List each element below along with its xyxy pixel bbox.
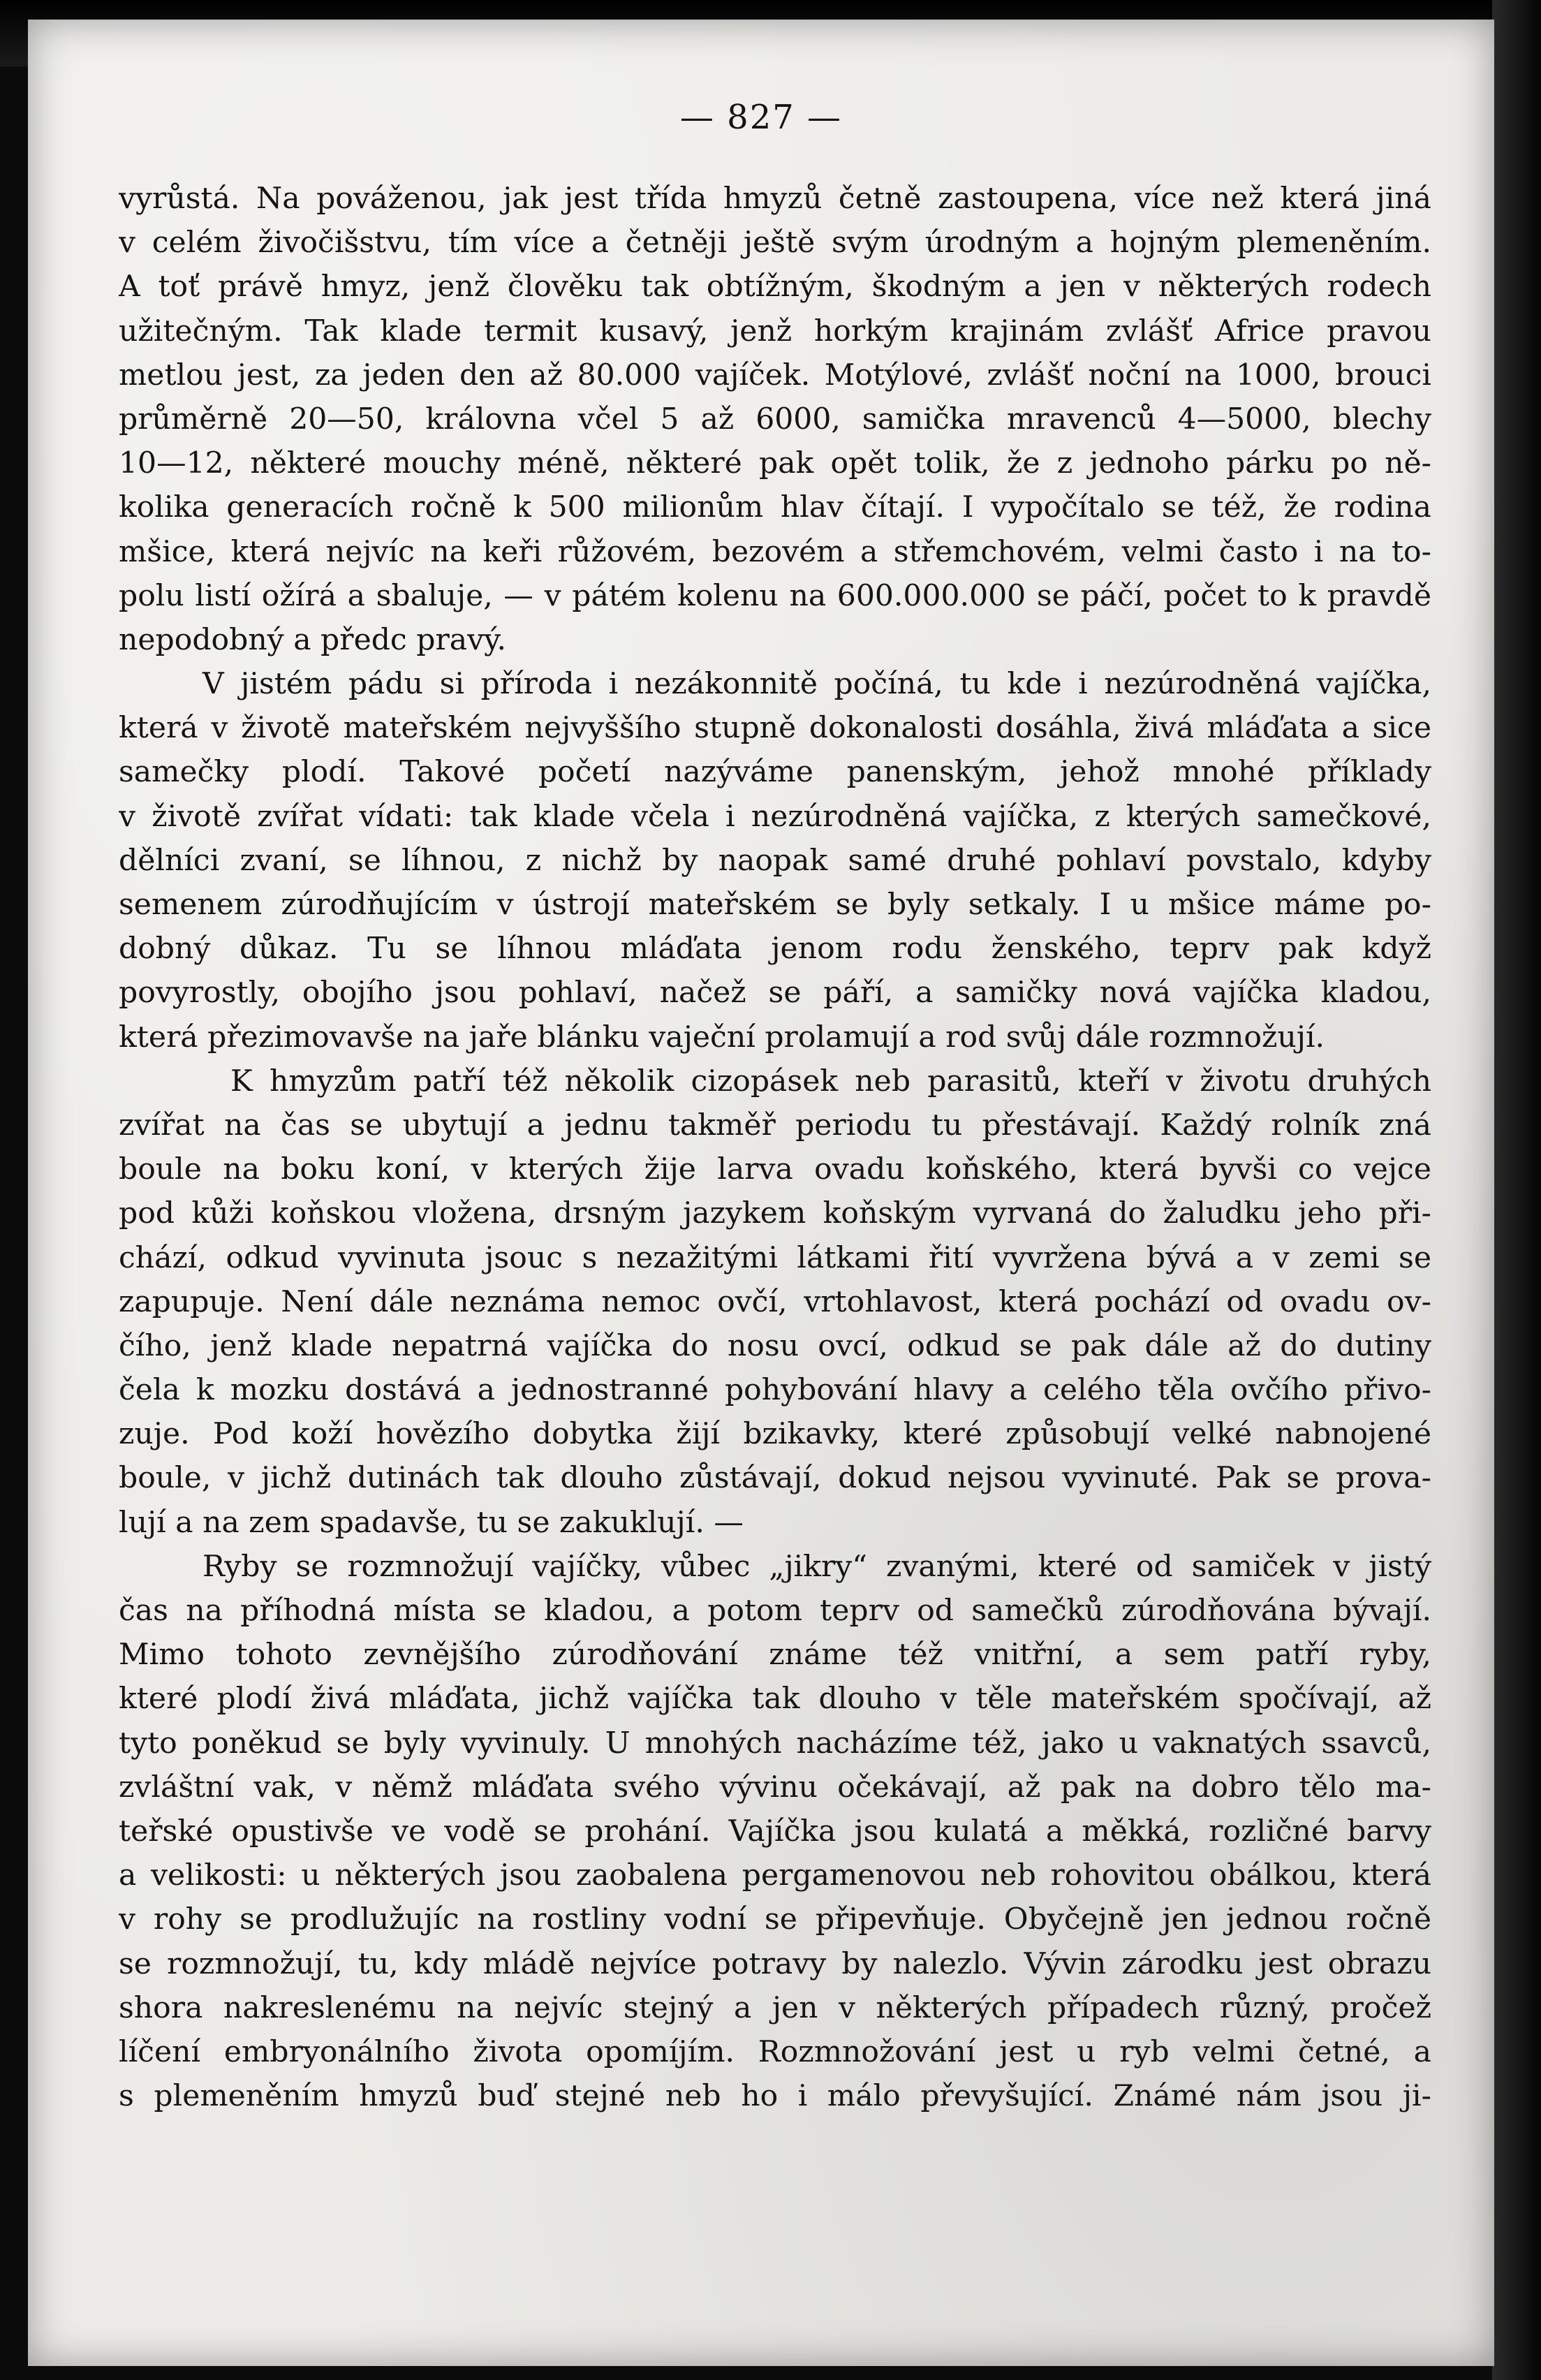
- text-line: polu listí ožírá a sbaluje, — v pátém kolenu na 600.000.000 se páčí, počet to k pravdě: [119, 578, 1431, 613]
- text-line: nepodobný a předc pravý.: [119, 622, 506, 657]
- text-line: tyto poněkud se byly vyvinuly. U mnohých nacházíme též, jako u vaknatých ssavců,: [119, 1726, 1431, 1761]
- text-line: s plemeněním hmyzů buď stejné neb ho i málo převyšující. Známé nám jsou ji-: [119, 2079, 1431, 2114]
- text-line: kolika generacích ročně k 500 milionům hlav čítají. I vypočítalo se též, že rodina: [119, 490, 1431, 525]
- text-line: K hmyzům patří též několik cizopásek neb parasitů, kteří v životu druhých: [230, 1064, 1431, 1099]
- text-line: čas na příhodná místa se kladou, a potom teprv od samečků zúrodňována bývají.: [119, 1594, 1431, 1628]
- text-line: líčení embryonálního života opomíjím. Rozmnožování jest u ryb velmi četné, a: [119, 2034, 1431, 2069]
- text-line: A toť právě hmyz, jenž člověku tak obtížným, škodným a jen v některých rodech: [119, 270, 1431, 304]
- text-line: boule, v jichž dutinách tak dlouho zůstávají, dokud nejsou vyvinuté. Pak se prova-: [119, 1461, 1431, 1496]
- text-line: čela k mozku dostává a jednostranné pohybování hlavy a celého těla ovčího přivo-: [119, 1373, 1431, 1408]
- text-line: vyrůstá. Na pováženou, jak jest třída hmyzů četně zastoupena, více než která jiná: [119, 182, 1431, 216]
- text-line: čího, jenž klade nepatrná vajíčka do nosu ovcí, odkud se pak dále až do dutiny: [119, 1328, 1431, 1363]
- text-line: v celém živočišstvu, tím více a četněji ještě svým úrodným a hojným plemeněním.: [119, 226, 1431, 260]
- text-line: zvířat na čas se ubytují a jednu takměř periodu tu přestávají. Každý rolník zná: [119, 1108, 1431, 1143]
- text-line: V jistém pádu si příroda i nezákonnitě počíná, tu kde i nezúrodněná vajíčka,: [202, 667, 1431, 702]
- text-line: mšice, která nejvíc na keři růžovém, bezovém a střemchovém, velmi často i na to-: [119, 534, 1431, 569]
- text-line: shora nakreslenému na nejvíc stejný a jen v některých případech různý, pročež: [119, 1990, 1431, 2025]
- text-line: která přezimovavše na jaře blánku vaječní prolamují a rod svůj dále rozmnožují.: [119, 1020, 1325, 1055]
- text-line: Mimo tohoto zevnějšího zúrodňování známe též vnitřní, a sem patří ryby,: [119, 1638, 1431, 1673]
- text-line: 10—12, některé mouchy méně, některé pak opět tolik, že z jednoho párku po ně-: [119, 446, 1431, 481]
- text-line: dobný důkaz. Tu se líhnou mláďata jenom rodu ženského, teprv pak když: [119, 932, 1431, 967]
- text-line: povyrostly, obojího jsou pohlaví, načež se páří, a samičky nová vajíčka kladou,: [119, 976, 1431, 1011]
- text-line: zuje. Pod koží hovězího dobytka žijí bzikavky, které způsobují velké nabnojené: [119, 1417, 1431, 1452]
- text-line: a velikosti: u některých jsou zaobalena pergamenovou neb rohovitou obálkou, která: [119, 1858, 1431, 1893]
- body-text: [119, 177, 1431, 2118]
- text-line: lují a na zem spadavše, tu se zakuklují. —: [119, 1505, 744, 1540]
- text-line: semenem zúrodňujícím v ústrojí mateřském se byly setkaly. I u mšice máme po-: [119, 888, 1431, 922]
- text-line: metlou jest, za jeden den až 80.000 vajíček. Motýlové, zvlášť noční na 1000, brouci: [119, 358, 1431, 392]
- book-page: [28, 20, 1494, 2366]
- text-line: samečky plodí. Takové početí nazýváme panenským, jehož mnohé příklady: [119, 755, 1431, 790]
- text-line: průměrně 20—50, královna včel 5 až 6000, samička mravenců 4—5000, blechy: [119, 402, 1431, 436]
- text-line: zvláštní vak, v němž mláďata svého vývinu očekávají, až pak na dobro tělo ma-: [119, 1770, 1431, 1805]
- text-line: boule na boku koní, v kterých žije larva ovadu koňského, která byvši co vejce: [119, 1152, 1431, 1187]
- text-line: dělníci zvaní, se líhnou, z nichž by naopak samé druhé pohlaví povstalo, kdyby: [119, 843, 1431, 878]
- text-line: pod kůži koňskou vložena, drsným jazykem koňským vyrvaná do žaludku jeho při-: [119, 1196, 1431, 1231]
- text-line: chází, odkud vyvinuta jsouc s nezažitými látkami řití vyvržena bývá a v zemi se: [119, 1240, 1431, 1275]
- text-line: Ryby se rozmnožují vajíčky, vůbec „jikry“ zvanými, které od samiček v jistý: [202, 1549, 1431, 1584]
- text-line: zapupuje. Není dále neznáma nemoc ovčí, vrtohlavost, která pochází od ovadu ov-: [119, 1284, 1431, 1319]
- scan-border-right: [1492, 0, 1541, 2380]
- text-line: v rohy se prodlužujíc na rostliny vodní se připevňuje. Obyčejně jen jednou ročně: [119, 1902, 1431, 1937]
- text-line: která v životě mateřském nejvyššího stupně dokonalosti dosáhla, živá mláďata a sice: [119, 711, 1431, 746]
- text-line: které plodí živá mláďata, jichž vajíčka tak dlouho v těle mateřském spočívají, až: [119, 1682, 1431, 1717]
- text-line: užitečným. Tak klade termit kusavý, jenž horkým krajinám zvlášť Africe pravou: [119, 314, 1431, 348]
- page-number: — 827 —: [679, 98, 843, 137]
- text-line: v životě zvířat vídati: tak klade včela i nezúrodněná vajíčka, z kterých samečkové,: [119, 799, 1431, 834]
- text-line: se rozmnožují, tu, kdy mládě nejvíce potravy by nalezlo. Vývin zárodku jest obrazu: [119, 1946, 1431, 1981]
- text-line: teřské opustivše ve vodě se prohání. Vajíčka jsou kulatá a měkká, rozličné barvy: [119, 1814, 1431, 1849]
